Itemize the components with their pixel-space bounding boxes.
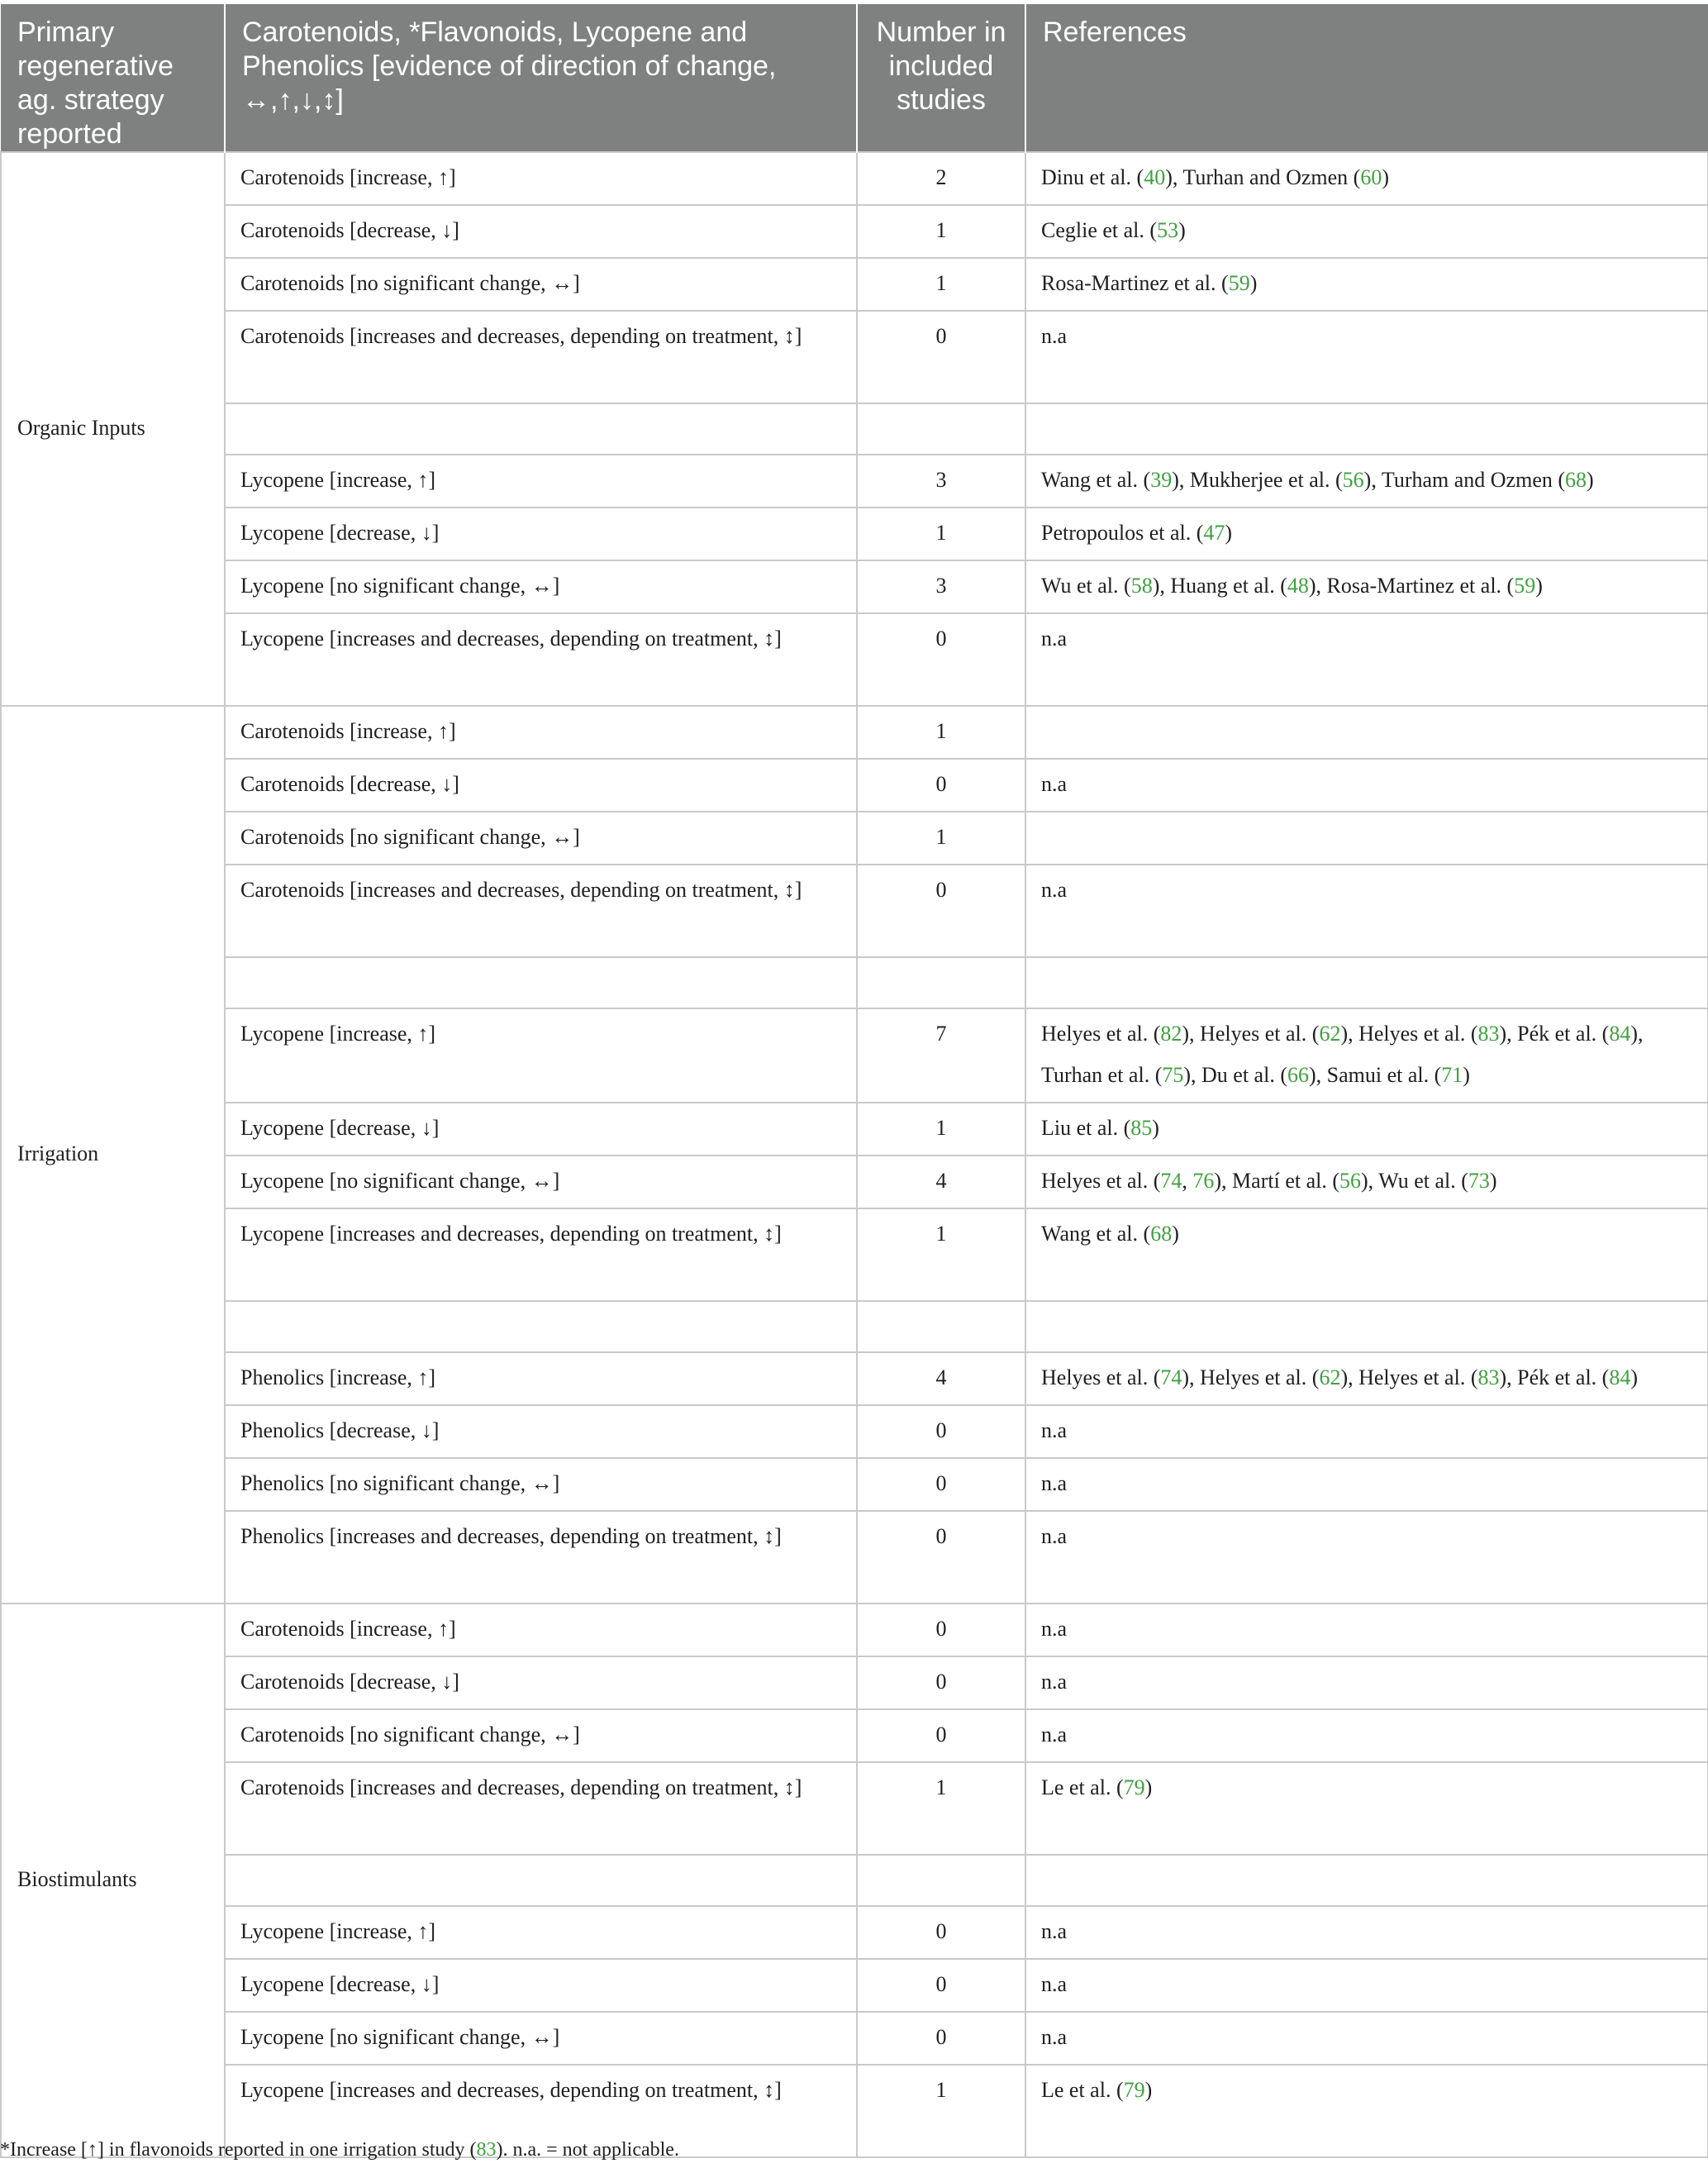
reference-text: ), Helyes et al. (	[1182, 1022, 1320, 1046]
count-cell: 0	[857, 1709, 1025, 1762]
reference-text: ), Turhan et al. (	[1041, 1022, 1644, 1087]
reference-text: )	[1249, 271, 1258, 295]
outcome-cell: Carotenoids [increase, ↑]	[225, 706, 857, 759]
table-row	[1, 205, 1708, 258]
references-cell	[1025, 1405, 1708, 1458]
reference-link[interactable]: 85	[1130, 1116, 1153, 1140]
reference-text: )	[1172, 1222, 1179, 1246]
outcome-cell: Carotenoids [no significant change, ↔]	[225, 1709, 857, 1762]
count-cell: 1	[857, 205, 1025, 258]
reference-link[interactable]: 73	[1468, 1169, 1490, 1193]
count-cell: 0	[857, 865, 1025, 957]
references-cell	[1025, 1156, 1708, 1208]
reference-text: ). n.a. = not applicable.	[496, 2139, 679, 2161]
count-cell: 1	[857, 1208, 1025, 1301]
reference-link[interactable]: 58	[1130, 574, 1153, 598]
reference-link[interactable]: 60	[1360, 165, 1382, 189]
count-cell: 0	[857, 1458, 1025, 1511]
reference-link[interactable]: 62	[1319, 1365, 1341, 1389]
references-cell	[1025, 2065, 1708, 2157]
outcome-cell: Phenolics [increase, ↑]	[225, 1352, 857, 1405]
references-cell	[1025, 1458, 1708, 1511]
reference-text: ), Helyes et al. (	[1340, 1022, 1478, 1046]
reference-text: n.a	[1041, 772, 1068, 796]
reference-text: ), Samui et al. (	[1308, 1063, 1442, 1087]
reference-link[interactable]: 40	[1144, 165, 1166, 189]
outcome-cell	[225, 1301, 857, 1352]
count-cell: 1	[857, 706, 1025, 759]
count-cell	[857, 1301, 1025, 1352]
table-row	[1, 311, 1708, 403]
count-cell: 0	[857, 759, 1025, 812]
reference-text: )	[1489, 1169, 1497, 1193]
reference-link[interactable]: 62	[1319, 1022, 1341, 1046]
table-row	[1, 812, 1708, 865]
references-cell	[1025, 508, 1708, 560]
reference-link[interactable]: 53	[1157, 218, 1179, 242]
reference-text: n.a	[1041, 1723, 1068, 1747]
outcome-cell: Lycopene [increases and decreases, depending on treatment, ↕]	[225, 2065, 857, 2157]
reference-text: ), Turham and Ozmen (	[1363, 468, 1566, 492]
references-cell	[1025, 311, 1708, 403]
outcome-cell: Lycopene [no significant change, ↔]	[225, 2012, 857, 2065]
reference-text: )	[1225, 521, 1233, 545]
outcome-cell: Phenolics [decrease, ↓]	[225, 1405, 857, 1458]
results-table	[0, 4, 1708, 2158]
count-cell: 3	[857, 455, 1025, 508]
outcome-cell: Lycopene [increases and decreases, depending on treatment, ↕]	[225, 1208, 857, 1301]
references-cell	[1025, 1656, 1708, 1709]
outcome-cell: Lycopene [increase, ↑]	[225, 1906, 857, 1959]
count-cell: 0	[857, 311, 1025, 403]
count-cell: 4	[857, 1156, 1025, 1208]
reference-text: )	[1463, 1063, 1470, 1087]
reference-link[interactable]: 74	[1160, 1365, 1182, 1389]
count-cell: 1	[857, 1103, 1025, 1156]
count-cell: 0	[857, 613, 1025, 706]
reference-text: )	[1152, 1116, 1159, 1140]
references-cell	[1025, 759, 1708, 812]
reference-text: ), Rosa-Martinez et al. (	[1308, 574, 1515, 598]
references-cell	[1025, 1008, 1708, 1103]
count-cell: 2	[857, 152, 1025, 205]
reference-text: Dinu et al. (	[1041, 165, 1144, 189]
count-cell: 0	[857, 2012, 1025, 2065]
outcome-cell: Carotenoids [decrease, ↓]	[225, 205, 857, 258]
table-body	[1, 152, 1708, 2157]
outcome-cell: Carotenoids [increases and decreases, depending on treatment, ↕]	[225, 1762, 857, 1855]
outcome-cell: Lycopene [decrease, ↓]	[225, 1103, 857, 1156]
count-cell: 1	[857, 258, 1025, 311]
reference-text: n.a	[1041, 1471, 1068, 1495]
outcome-cell	[225, 957, 857, 1008]
reference-text: ), Helyes et al. (	[1340, 1365, 1478, 1389]
reference-link[interactable]: 83	[476, 2139, 497, 2161]
table-header	[1, 4, 1708, 152]
reference-text: ), Pék et al. (	[1499, 1365, 1610, 1389]
reference-text: n.a	[1041, 1524, 1068, 1548]
reference-text: Helyes et al. (	[1041, 1022, 1161, 1046]
outcome-cell: Lycopene [increase, ↑]	[225, 1008, 857, 1103]
reference-text: Wang et al. (	[1041, 1222, 1151, 1246]
outcome-cell: Lycopene [decrease, ↓]	[225, 508, 857, 560]
reference-text: )	[1587, 468, 1594, 492]
reference-text: )	[1144, 1775, 1153, 1799]
reference-text: ), Wu et al. (	[1361, 1169, 1468, 1193]
reference-link[interactable]: 68	[1565, 468, 1587, 492]
outcome-cell: Carotenoids [increases and decreases, depending on treatment, ↕]	[225, 311, 857, 403]
reference-link[interactable]: 59	[1228, 271, 1250, 295]
references-cell	[1025, 1855, 1708, 1906]
reference-text: n.a	[1041, 1670, 1068, 1694]
count-cell	[857, 957, 1025, 1008]
references-cell	[1025, 1301, 1708, 1352]
reference-link[interactable]: 79	[1123, 2078, 1145, 2102]
header-count: Number in included studies	[857, 4, 1025, 152]
reference-text: ), Martí et al. (	[1214, 1169, 1339, 1193]
reference-text: n.a	[1041, 1418, 1068, 1442]
outcome-cell: Lycopene [increase, ↑]	[225, 455, 857, 508]
reference-text: )	[1630, 1365, 1638, 1389]
reference-text: ), Mukherjee et al. (	[1172, 468, 1343, 492]
table-row	[1, 1301, 1708, 1352]
reference-link[interactable]: 68	[1150, 1222, 1173, 1246]
count-cell: 0	[857, 1511, 1025, 1604]
header-strategy: Primary regenerative ag. strategy reported	[1, 4, 225, 152]
table-row	[1, 1156, 1708, 1208]
reference-text: Helyes et al. (	[1041, 1365, 1161, 1389]
outcome-cell: Lycopene [no significant change, ↔]	[225, 560, 857, 613]
table-row	[1, 258, 1708, 311]
outcome-cell	[225, 403, 857, 455]
reference-link[interactable]: 39	[1150, 468, 1173, 492]
references-cell	[1025, 1762, 1708, 1855]
table-row	[1, 957, 1708, 1008]
reference-text: n.a	[1041, 878, 1068, 902]
count-cell: 0	[857, 1906, 1025, 1959]
table-row	[1, 1709, 1708, 1762]
outcome-cell: Carotenoids [increase, ↑]	[225, 1604, 857, 1656]
reference-link[interactable]: 84	[1609, 1365, 1631, 1389]
table-row	[1, 613, 1708, 706]
header-outcome: Carotenoids, *Flavonoids, Lycopene and Phenolics [evidence of direction of change, ↔,↑,↓,↕]	[225, 4, 857, 152]
reference-text: ), Huang et al. (	[1152, 574, 1287, 598]
outcome-cell: Lycopene [increases and decreases, depending on treatment, ↕]	[225, 613, 857, 706]
reference-text: ), Turhan and Ozmen (	[1165, 165, 1361, 189]
reference-text: )	[1382, 165, 1389, 189]
outcome-cell: Carotenoids [increase, ↑]	[225, 152, 857, 205]
references-cell	[1025, 1511, 1708, 1604]
reference-link[interactable]: 79	[1123, 1775, 1145, 1799]
references-cell	[1025, 258, 1708, 311]
reference-text: Liu et al. (	[1041, 1116, 1131, 1140]
table-row	[1, 1855, 1708, 1906]
count-cell: 3	[857, 560, 1025, 613]
table-row	[1, 455, 1708, 508]
table-row	[1, 1352, 1708, 1405]
references-cell	[1025, 957, 1708, 1008]
count-cell	[857, 403, 1025, 455]
references-cell	[1025, 1208, 1708, 1301]
reference-link[interactable]: 66	[1287, 1063, 1309, 1087]
reference-text: Le et al. (	[1041, 1775, 1124, 1799]
references-cell	[1025, 455, 1708, 508]
table-row	[1, 1511, 1708, 1604]
reference-link[interactable]: 84	[1609, 1022, 1631, 1046]
reference-link[interactable]: 56	[1339, 1169, 1361, 1193]
table-row	[1, 2012, 1708, 2065]
reference-link[interactable]: 59	[1514, 574, 1536, 598]
references-cell	[1025, 1352, 1708, 1405]
count-cell: 0	[857, 1405, 1025, 1458]
outcome-cell: Phenolics [increases and decreases, depending on treatment, ↕]	[225, 1511, 857, 1604]
reference-text: n.a	[1041, 627, 1068, 650]
reference-text: ,	[1182, 1169, 1193, 1193]
reference-link[interactable]: 76	[1192, 1169, 1215, 1193]
outcome-cell: Lycopene [decrease, ↓]	[225, 1959, 857, 2012]
table-row	[1, 1762, 1708, 1855]
count-cell: 1	[857, 1762, 1025, 1855]
references-cell	[1025, 152, 1708, 205]
references-cell	[1025, 1604, 1708, 1656]
table-row	[1, 560, 1708, 613]
outcome-cell: Phenolics [no significant change, ↔]	[225, 1458, 857, 1511]
reference-text: Wu et al. (	[1041, 574, 1131, 598]
strategy-cell: Biostimulants	[1, 1604, 225, 2157]
outcome-cell: Carotenoids [increases and decreases, depending on treatment, ↕]	[225, 865, 857, 957]
table-row	[1, 706, 1708, 759]
reference-link[interactable]: 83	[1477, 1365, 1500, 1389]
reference-link[interactable]: 83	[1477, 1022, 1500, 1046]
references-cell	[1025, 865, 1708, 957]
table-row	[1, 1405, 1708, 1458]
table-row	[1, 152, 1708, 205]
reference-text: n.a	[1041, 1919, 1068, 1943]
header-references: References	[1025, 4, 1708, 152]
reference-text: Rosa-Martinez et al. (	[1041, 271, 1229, 295]
table-row	[1, 1208, 1708, 1301]
count-cell: 1	[857, 2065, 1025, 2157]
count-cell: 1	[857, 812, 1025, 865]
reference-text: Helyes et al. (	[1041, 1169, 1161, 1193]
references-cell	[1025, 560, 1708, 613]
count-cell: 7	[857, 1008, 1025, 1103]
strategy-cell: Irrigation	[1, 706, 225, 1604]
outcome-cell: Carotenoids [no significant change, ↔]	[225, 812, 857, 865]
count-cell: 0	[857, 1604, 1025, 1656]
table-row	[1, 1604, 1708, 1656]
references-cell	[1025, 1709, 1708, 1762]
table-footnote	[0, 2139, 679, 2161]
reference-link[interactable]: 56	[1342, 468, 1364, 492]
references-cell	[1025, 2012, 1708, 2065]
reference-text: n.a	[1041, 2025, 1068, 2049]
reference-text: Le et al. (	[1041, 2078, 1124, 2102]
outcome-cell: Carotenoids [decrease, ↓]	[225, 759, 857, 812]
count-cell: 0	[857, 1656, 1025, 1709]
table-row	[1, 403, 1708, 455]
table-row	[1, 1458, 1708, 1511]
reference-text: ), Du et al. (	[1183, 1063, 1287, 1087]
table-row	[1, 1906, 1708, 1959]
count-cell: 0	[857, 1959, 1025, 2012]
reference-text: )	[1535, 574, 1543, 598]
count-cell	[857, 1855, 1025, 1906]
references-cell	[1025, 1959, 1708, 2012]
table-row	[1, 759, 1708, 812]
results-table-container	[0, 4, 1707, 2158]
reference-text: Petropoulos et al. (	[1041, 521, 1204, 545]
outcome-cell: Carotenoids [no significant change, ↔]	[225, 258, 857, 311]
reference-text: *Increase [↑] in flavonoids reported in one irrigation study (	[0, 2139, 477, 2161]
reference-link[interactable]: 82	[1160, 1022, 1182, 1046]
references-cell	[1025, 1103, 1708, 1156]
outcome-cell	[225, 1855, 857, 1906]
references-cell	[1025, 403, 1708, 455]
reference-link[interactable]: 74	[1160, 1169, 1182, 1193]
reference-text: )	[1178, 218, 1186, 242]
table-row	[1, 865, 1708, 957]
count-cell: 1	[857, 508, 1025, 560]
reference-text: ), Helyes et al. (	[1182, 1365, 1320, 1389]
strategy-cell: Organic Inputs	[1, 152, 225, 706]
reference-link[interactable]: 48	[1287, 574, 1309, 598]
header-row	[1, 4, 1708, 152]
reference-text: n.a	[1041, 1617, 1068, 1641]
table-row	[1, 1959, 1708, 2012]
reference-text: n.a	[1041, 324, 1068, 348]
reference-link[interactable]: 75	[1162, 1063, 1184, 1087]
reference-text: ), Pék et al. (	[1499, 1022, 1610, 1046]
outcome-cell: Lycopene [no significant change, ↔]	[225, 1156, 857, 1208]
table-row	[1, 1008, 1708, 1103]
reference-text: Ceglie et al. (	[1041, 218, 1158, 242]
reference-text: n.a	[1041, 1972, 1068, 1996]
table-row	[1, 1103, 1708, 1156]
references-cell	[1025, 1906, 1708, 1959]
reference-text: Wang et al. (	[1041, 468, 1151, 492]
references-cell	[1025, 613, 1708, 706]
count-cell: 4	[857, 1352, 1025, 1405]
references-cell	[1025, 205, 1708, 258]
table-row	[1, 1656, 1708, 1709]
outcome-cell: Carotenoids [decrease, ↓]	[225, 1656, 857, 1709]
table-row	[1, 508, 1708, 560]
references-cell	[1025, 706, 1708, 759]
references-cell	[1025, 812, 1708, 865]
reference-text: )	[1144, 2078, 1153, 2102]
reference-link[interactable]: 71	[1441, 1063, 1463, 1087]
reference-link[interactable]: 47	[1203, 521, 1225, 545]
